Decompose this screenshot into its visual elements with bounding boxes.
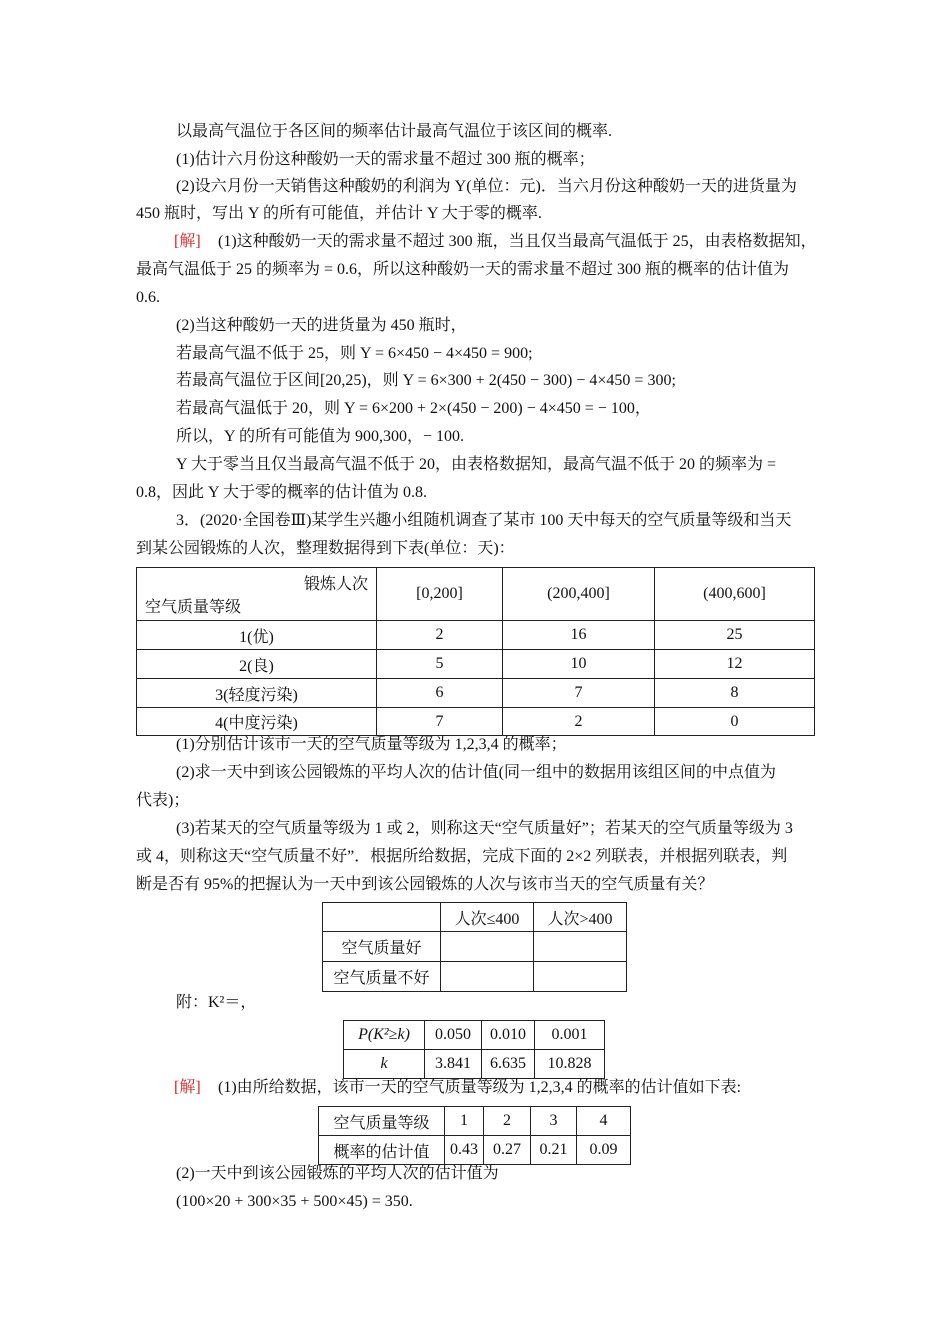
text-line: (2)一天中到该公园锻炼的平均人次的估计值为 [176, 1165, 499, 1182]
cell: 0 [655, 708, 815, 736]
text-line: (2)求一天中到该公园锻炼的平均人次的估计值(同一组中的数据用该组区间的中点值为 [176, 764, 776, 781]
header-cell: [0,200] [377, 568, 503, 621]
empty-cell [441, 962, 534, 992]
text-line: 3．(2020·全国卷Ⅲ)某学生兴趣小组随机调查了某市 100 天中每天的空气质量等级和当天 [176, 512, 792, 529]
cell: k [344, 1050, 425, 1079]
text-line: (2)设六月份一天销售这种酸奶的利润为 Y(单位：元)．当六月份这种酸奶一天的进货量为 [176, 178, 797, 195]
text-line: 到某公园锻炼的人次，整理数据得到下表(单位：天)： [136, 540, 515, 557]
cell: 0.050 [425, 1021, 482, 1050]
k-critical-table [343, 1020, 605, 1079]
table-row [137, 650, 815, 679]
cell: 10.828 [535, 1050, 605, 1079]
cell: 10 [503, 650, 655, 679]
text-line: 或 4，则称这天“空气质量不好”．根据所给数据，完成下面的 2×2 列联表，并根据列联表，判 [136, 848, 788, 865]
empty-cell [534, 932, 627, 962]
cell: 空气质量不好 [323, 962, 441, 992]
cell: 8 [655, 679, 815, 708]
corner-top-label: 锻炼人次 [303, 576, 368, 593]
text-line: (1)由所给数据，该市一天的空气质量等级为 1,2,3,4 的概率的估计值如下表: [218, 1079, 742, 1096]
table-row [323, 932, 627, 962]
text-line: 最高气温低于 25 的频率为 = 0.6，所以这种酸奶一天的需求量不超过 300 瓶的概率的估计值为 [136, 261, 790, 278]
text-line: 代表)； [136, 792, 190, 809]
cell: 16 [503, 621, 655, 650]
cell: 空气质量等级 [319, 1107, 445, 1136]
empty-cell [534, 962, 627, 992]
table-row [137, 708, 815, 736]
cell: 3.841 [425, 1050, 482, 1079]
text-line: 若最高气温不低于 25，则 Y = 6×450 − 4×450 = 900; [176, 345, 533, 362]
cell: 0.21 [531, 1136, 577, 1165]
header-cell: (200,400] [503, 568, 655, 621]
solution-label: [解] [174, 1079, 201, 1096]
cell [323, 903, 441, 932]
cell: 2(良) [137, 650, 377, 679]
table-row [344, 1050, 605, 1079]
table-row [344, 1021, 605, 1050]
text-line: 0.8，因此 Y 大于零的概率的估计值为 0.8. [136, 484, 427, 501]
cell: 0.43 [445, 1136, 484, 1165]
table-row [137, 679, 815, 708]
cell: 0.001 [535, 1021, 605, 1050]
cell: 2 [484, 1107, 531, 1136]
text-line: 0.6. [136, 289, 160, 306]
corner-bottom-label: 空气质量等级 [145, 599, 242, 616]
cell: 3(轻度污染) [137, 679, 377, 708]
empty-cell [441, 932, 534, 962]
text-line: 附：K²＝， [176, 994, 257, 1011]
cell: 空气质量好 [323, 932, 441, 962]
header-cell: 人次>400 [534, 903, 627, 932]
header-cell: 人次≤400 [441, 903, 534, 932]
cell: 5 [377, 650, 503, 679]
cell: 1(优) [137, 621, 377, 650]
cell: 1 [445, 1107, 484, 1136]
cell: P(K²≥k) [344, 1021, 425, 1050]
cell: 6 [377, 679, 503, 708]
cell: 概率的估计值 [319, 1136, 445, 1165]
cell: 4 [577, 1107, 631, 1136]
cell: 2 [377, 621, 503, 650]
cell: 0.09 [577, 1136, 631, 1165]
table-row [319, 1107, 631, 1136]
text-line: 若最高气温低于 20，则 Y = 6×200 + 2×(450 − 200) − 4×450 = − 100， [176, 400, 651, 417]
probability-table [318, 1106, 631, 1165]
table-row [323, 962, 627, 992]
text-line: (1)这种酸奶一天的需求量不超过 300 瓶，当且仅当最高气温低于 25，由表格数据知， [218, 233, 817, 250]
data-table [136, 567, 815, 736]
text-line: (1)估计六月份这种酸奶一天的需求量不超过 300 瓶的概率； [176, 151, 595, 168]
cell: 6.635 [482, 1050, 535, 1079]
cell: 7 [503, 679, 655, 708]
cell: 0.27 [484, 1136, 531, 1165]
text-line: 所以，Y 的所有可能值为 900,300，− 100. [176, 428, 464, 445]
solution-label: [解] [174, 233, 201, 250]
cell: 25 [655, 621, 815, 650]
table-row [137, 621, 815, 650]
text-line: (100×20 + 300×35 + 500×45) = 350. [176, 1193, 413, 1210]
header-cell: (400,600] [655, 568, 815, 621]
text-line: 若最高气温位于区间[20,25)，则 Y = 6×300 + 2(450 − 300) − 4×450 = 300; [176, 372, 676, 389]
contingency-table [322, 902, 627, 992]
cell: 4(中度污染) [137, 708, 377, 736]
table-row [319, 1136, 631, 1165]
cell: 12 [655, 650, 815, 679]
text-line: (2)当这种酸奶一天的进货量为 450 瓶时， [176, 317, 467, 334]
cell: 0.010 [482, 1021, 535, 1050]
cell: 7 [377, 708, 503, 736]
table-corner-cell [137, 568, 377, 621]
cell: 3 [531, 1107, 577, 1136]
text-line: 断是否有 95%的把握认为一天中到该公园锻炼的人次与该市当天的空气质量有关？ [136, 876, 714, 893]
text-line: 以最高气温位于各区间的频率估计最高气温位于该区间的概率. [176, 123, 613, 140]
text-line: (1)分别估计该市一天的空气质量等级为 1,2,3,4 的概率； [176, 736, 567, 753]
text-line: (3)若某天的空气质量等级为 1 或 2，则称这天“空气质量好”；若某天的空气质量等级为 3 [176, 820, 793, 837]
cell: 2 [503, 708, 655, 736]
text-line: 450 瓶时，写出 Y 的所有可能值，并估计 Y 大于零的概率. [136, 205, 542, 222]
text-line: Y 大于零当且仅当最高气温不低于 20，由表格数据知，最高气温不低于 20 的频率为 = [176, 456, 776, 473]
